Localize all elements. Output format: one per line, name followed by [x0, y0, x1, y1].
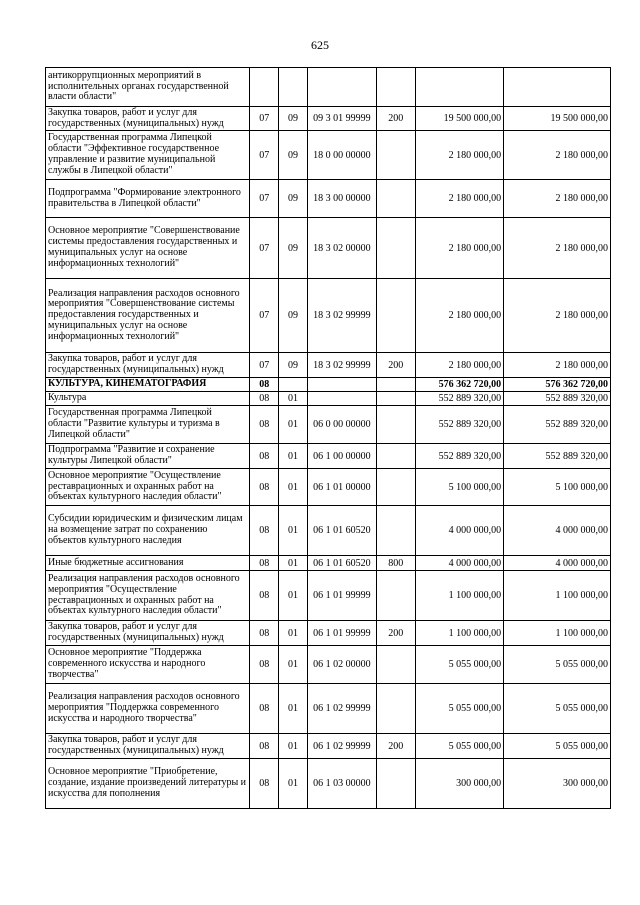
- row-section: 08: [250, 684, 279, 734]
- row-expense-type: 200: [376, 734, 415, 759]
- row-expense-type: [376, 684, 415, 734]
- row-amount-2: 552 889 320,00: [504, 392, 611, 406]
- row-amount-2: 2 180 000,00: [504, 131, 611, 180]
- row-amount-1: 552 889 320,00: [415, 444, 503, 469]
- table-row: [46, 131, 611, 180]
- row-section: 08: [250, 392, 279, 406]
- row-subsection: 09: [279, 353, 308, 378]
- row-name: Реализация направления расходов основного мероприятия "Совершенствование системы предоставления государственных и муниципальных услуг на основе информационных технологий": [46, 279, 250, 353]
- table-row: [46, 469, 611, 506]
- row-amount-1: 1 100 000,00: [415, 621, 503, 646]
- row-target-article: 09 3 01 99999: [307, 107, 376, 131]
- row-expense-type: [376, 469, 415, 506]
- row-amount-1: [415, 68, 503, 107]
- row-target-article: 06 1 03 00000: [307, 759, 376, 809]
- row-expense-type: 800: [376, 556, 415, 571]
- row-subsection: 01: [279, 734, 308, 759]
- row-section: 08: [250, 469, 279, 506]
- row-name: Закупка товаров, работ и услуг для государственных (муниципальных) нужд: [46, 107, 250, 131]
- row-section: 08: [250, 556, 279, 571]
- table-row: [46, 279, 611, 353]
- row-amount-2: 2 180 000,00: [504, 218, 611, 279]
- row-name: Основное мероприятие "Осуществление реставрационных и охранных работ на объектах культурного наследия области": [46, 469, 250, 506]
- row-amount-1: 2 180 000,00: [415, 353, 503, 378]
- row-name: Подпрограмма "Формирование электронного правительства в Липецкой области": [46, 180, 250, 218]
- table-row: [46, 646, 611, 684]
- row-expense-type: [376, 406, 415, 444]
- row-name: Субсидии юридическим и физическим лицам на возмещение затрат по сохранению объектов культурного наследия: [46, 506, 250, 556]
- row-section: 07: [250, 180, 279, 218]
- row-expense-type: [376, 759, 415, 809]
- row-subsection: 01: [279, 556, 308, 571]
- row-target-article: 18 3 00 00000: [307, 180, 376, 218]
- row-section: 08: [250, 646, 279, 684]
- row-name: Государственная программа Липецкой области "Развитие культуры и туризма в Липецкой области": [46, 406, 250, 444]
- row-amount-2: 5 100 000,00: [504, 469, 611, 506]
- row-amount-1: 552 889 320,00: [415, 406, 503, 444]
- row-amount-2: 19 500 000,00: [504, 107, 611, 131]
- row-expense-type: [376, 392, 415, 406]
- page-number: 625: [311, 38, 329, 52]
- row-amount-1: 576 362 720,00: [415, 378, 503, 392]
- table-row: [46, 353, 611, 378]
- row-subsection: 09: [279, 107, 308, 131]
- table-row: [46, 180, 611, 218]
- row-section: 08: [250, 378, 279, 392]
- row-amount-2: 576 362 720,00: [504, 378, 611, 392]
- row-subsection: 01: [279, 571, 308, 621]
- row-amount-2: 2 180 000,00: [504, 180, 611, 218]
- row-expense-type: 200: [376, 621, 415, 646]
- row-amount-2: 552 889 320,00: [504, 444, 611, 469]
- row-amount-1: 5 055 000,00: [415, 684, 503, 734]
- row-target-article: 06 1 01 60520: [307, 506, 376, 556]
- row-subsection: 01: [279, 506, 308, 556]
- row-name: КУЛЬТУРА, КИНЕМАТОГРАФИЯ: [46, 378, 250, 392]
- row-amount-2: 2 180 000,00: [504, 353, 611, 378]
- row-section: 07: [250, 279, 279, 353]
- row-expense-type: 200: [376, 107, 415, 131]
- row-expense-type: [376, 131, 415, 180]
- row-amount-1: 2 180 000,00: [415, 131, 503, 180]
- row-expense-type: [376, 646, 415, 684]
- row-name: Закупка товаров, работ и услуг для государственных (муниципальных) нужд: [46, 353, 250, 378]
- row-subsection: 01: [279, 392, 308, 406]
- table-row: [46, 506, 611, 556]
- row-amount-1: 4 000 000,00: [415, 506, 503, 556]
- row-amount-1: 4 000 000,00: [415, 556, 503, 571]
- row-name: Государственная программа Липецкой области "Эффективное государственное управление и развитие муниципальной службы в Липецкой области": [46, 131, 250, 180]
- row-subsection: [279, 378, 308, 392]
- row-target-article: [307, 68, 376, 107]
- row-amount-2: [504, 68, 611, 107]
- row-expense-type: [376, 279, 415, 353]
- row-target-article: 06 1 01 99999: [307, 621, 376, 646]
- row-target-article: 06 1 01 99999: [307, 571, 376, 621]
- table-row: [46, 378, 611, 392]
- row-expense-type: [376, 506, 415, 556]
- row-subsection: 09: [279, 180, 308, 218]
- row-expense-type: [376, 444, 415, 469]
- row-section: 08: [250, 406, 279, 444]
- row-section: [250, 68, 279, 107]
- table-row: [46, 68, 611, 107]
- row-target-article: [307, 392, 376, 406]
- row-name: Реализация направления расходов основного мероприятия "Осуществление реставрационных и охранных работ на объектах культурного наследия области": [46, 571, 250, 621]
- row-amount-1: 2 180 000,00: [415, 218, 503, 279]
- row-section: 08: [250, 444, 279, 469]
- row-target-article: 06 1 01 60520: [307, 556, 376, 571]
- row-target-article: 18 0 00 00000: [307, 131, 376, 180]
- row-target-article: 06 1 02 99999: [307, 684, 376, 734]
- row-subsection: 09: [279, 218, 308, 279]
- table-row: [46, 392, 611, 406]
- row-amount-2: 552 889 320,00: [504, 406, 611, 444]
- row-target-article: 06 1 02 00000: [307, 646, 376, 684]
- row-subsection: 01: [279, 759, 308, 809]
- row-amount-1: 5 055 000,00: [415, 734, 503, 759]
- row-expense-type: [376, 180, 415, 218]
- row-subsection: 01: [279, 646, 308, 684]
- row-section: 08: [250, 759, 279, 809]
- row-amount-2: 1 100 000,00: [504, 571, 611, 621]
- row-expense-type: [376, 378, 415, 392]
- row-subsection: 01: [279, 406, 308, 444]
- table-row: [46, 759, 611, 809]
- row-name: Основное мероприятие "Совершенствование системы предоставления государственных и муниципальных услуг на основе информационных технологий": [46, 218, 250, 279]
- row-subsection: 09: [279, 279, 308, 353]
- row-name: Подпрограмма "Развитие и сохранение культуры Липецкой области": [46, 444, 250, 469]
- row-amount-1: 2 180 000,00: [415, 180, 503, 218]
- row-amount-1: 5 055 000,00: [415, 646, 503, 684]
- table-row: [46, 406, 611, 444]
- row-subsection: 01: [279, 684, 308, 734]
- row-target-article: 06 0 00 00000: [307, 406, 376, 444]
- budget-table: [45, 67, 611, 809]
- row-name: Культура: [46, 392, 250, 406]
- row-name: Иные бюджетные ассигнования: [46, 556, 250, 571]
- row-section: 07: [250, 107, 279, 131]
- row-name: Реализация направления расходов основного мероприятия "Поддержка современного искусства и народного творчества": [46, 684, 250, 734]
- row-amount-2: 5 055 000,00: [504, 646, 611, 684]
- row-amount-1: 2 180 000,00: [415, 279, 503, 353]
- row-section: 08: [250, 506, 279, 556]
- row-target-article: 06 1 01 00000: [307, 469, 376, 506]
- row-expense-type: [376, 218, 415, 279]
- row-section: 07: [250, 218, 279, 279]
- row-subsection: 01: [279, 469, 308, 506]
- row-amount-1: 5 100 000,00: [415, 469, 503, 506]
- row-amount-1: 19 500 000,00: [415, 107, 503, 131]
- row-amount-1: 552 889 320,00: [415, 392, 503, 406]
- table-row: [46, 734, 611, 759]
- row-amount-2: 2 180 000,00: [504, 279, 611, 353]
- row-amount-2: 300 000,00: [504, 759, 611, 809]
- row-section: 08: [250, 621, 279, 646]
- row-amount-2: 5 055 000,00: [504, 734, 611, 759]
- row-section: 07: [250, 353, 279, 378]
- row-target-article: 06 1 00 00000: [307, 444, 376, 469]
- table-row: [46, 556, 611, 571]
- row-section: 08: [250, 571, 279, 621]
- row-target-article: 18 3 02 99999: [307, 279, 376, 353]
- row-section: 07: [250, 131, 279, 180]
- row-target-article: [307, 378, 376, 392]
- row-subsection: 01: [279, 444, 308, 469]
- row-name: Основное мероприятие "Приобретение, создание, издание произведений литературы и искусства для пополнения: [46, 759, 250, 809]
- table-row: [46, 444, 611, 469]
- row-amount-1: 1 100 000,00: [415, 571, 503, 621]
- row-amount-1: 300 000,00: [415, 759, 503, 809]
- row-amount-2: 1 100 000,00: [504, 621, 611, 646]
- row-expense-type: 200: [376, 353, 415, 378]
- table-row: [46, 684, 611, 734]
- row-subsection: 09: [279, 131, 308, 180]
- table-row: [46, 571, 611, 621]
- row-subsection: [279, 68, 308, 107]
- row-amount-2: 4 000 000,00: [504, 506, 611, 556]
- row-name: Основное мероприятие "Поддержка современного искусства и народного творчества": [46, 646, 250, 684]
- row-section: 08: [250, 734, 279, 759]
- table-row: [46, 107, 611, 131]
- row-name: антикоррупционных мероприятий в исполнительных органах государственной власти области": [46, 68, 250, 107]
- row-amount-2: 5 055 000,00: [504, 684, 611, 734]
- row-expense-type: [376, 571, 415, 621]
- row-name: Закупка товаров, работ и услуг для государственных (муниципальных) нужд: [46, 621, 250, 646]
- row-target-article: 18 3 02 99999: [307, 353, 376, 378]
- row-name: Закупка товаров, работ и услуг для государственных (муниципальных) нужд: [46, 734, 250, 759]
- row-amount-2: 4 000 000,00: [504, 556, 611, 571]
- row-target-article: 06 1 02 99999: [307, 734, 376, 759]
- table-row: [46, 621, 611, 646]
- row-expense-type: [376, 68, 415, 107]
- table-row: [46, 218, 611, 279]
- row-subsection: 01: [279, 621, 308, 646]
- row-target-article: 18 3 02 00000: [307, 218, 376, 279]
